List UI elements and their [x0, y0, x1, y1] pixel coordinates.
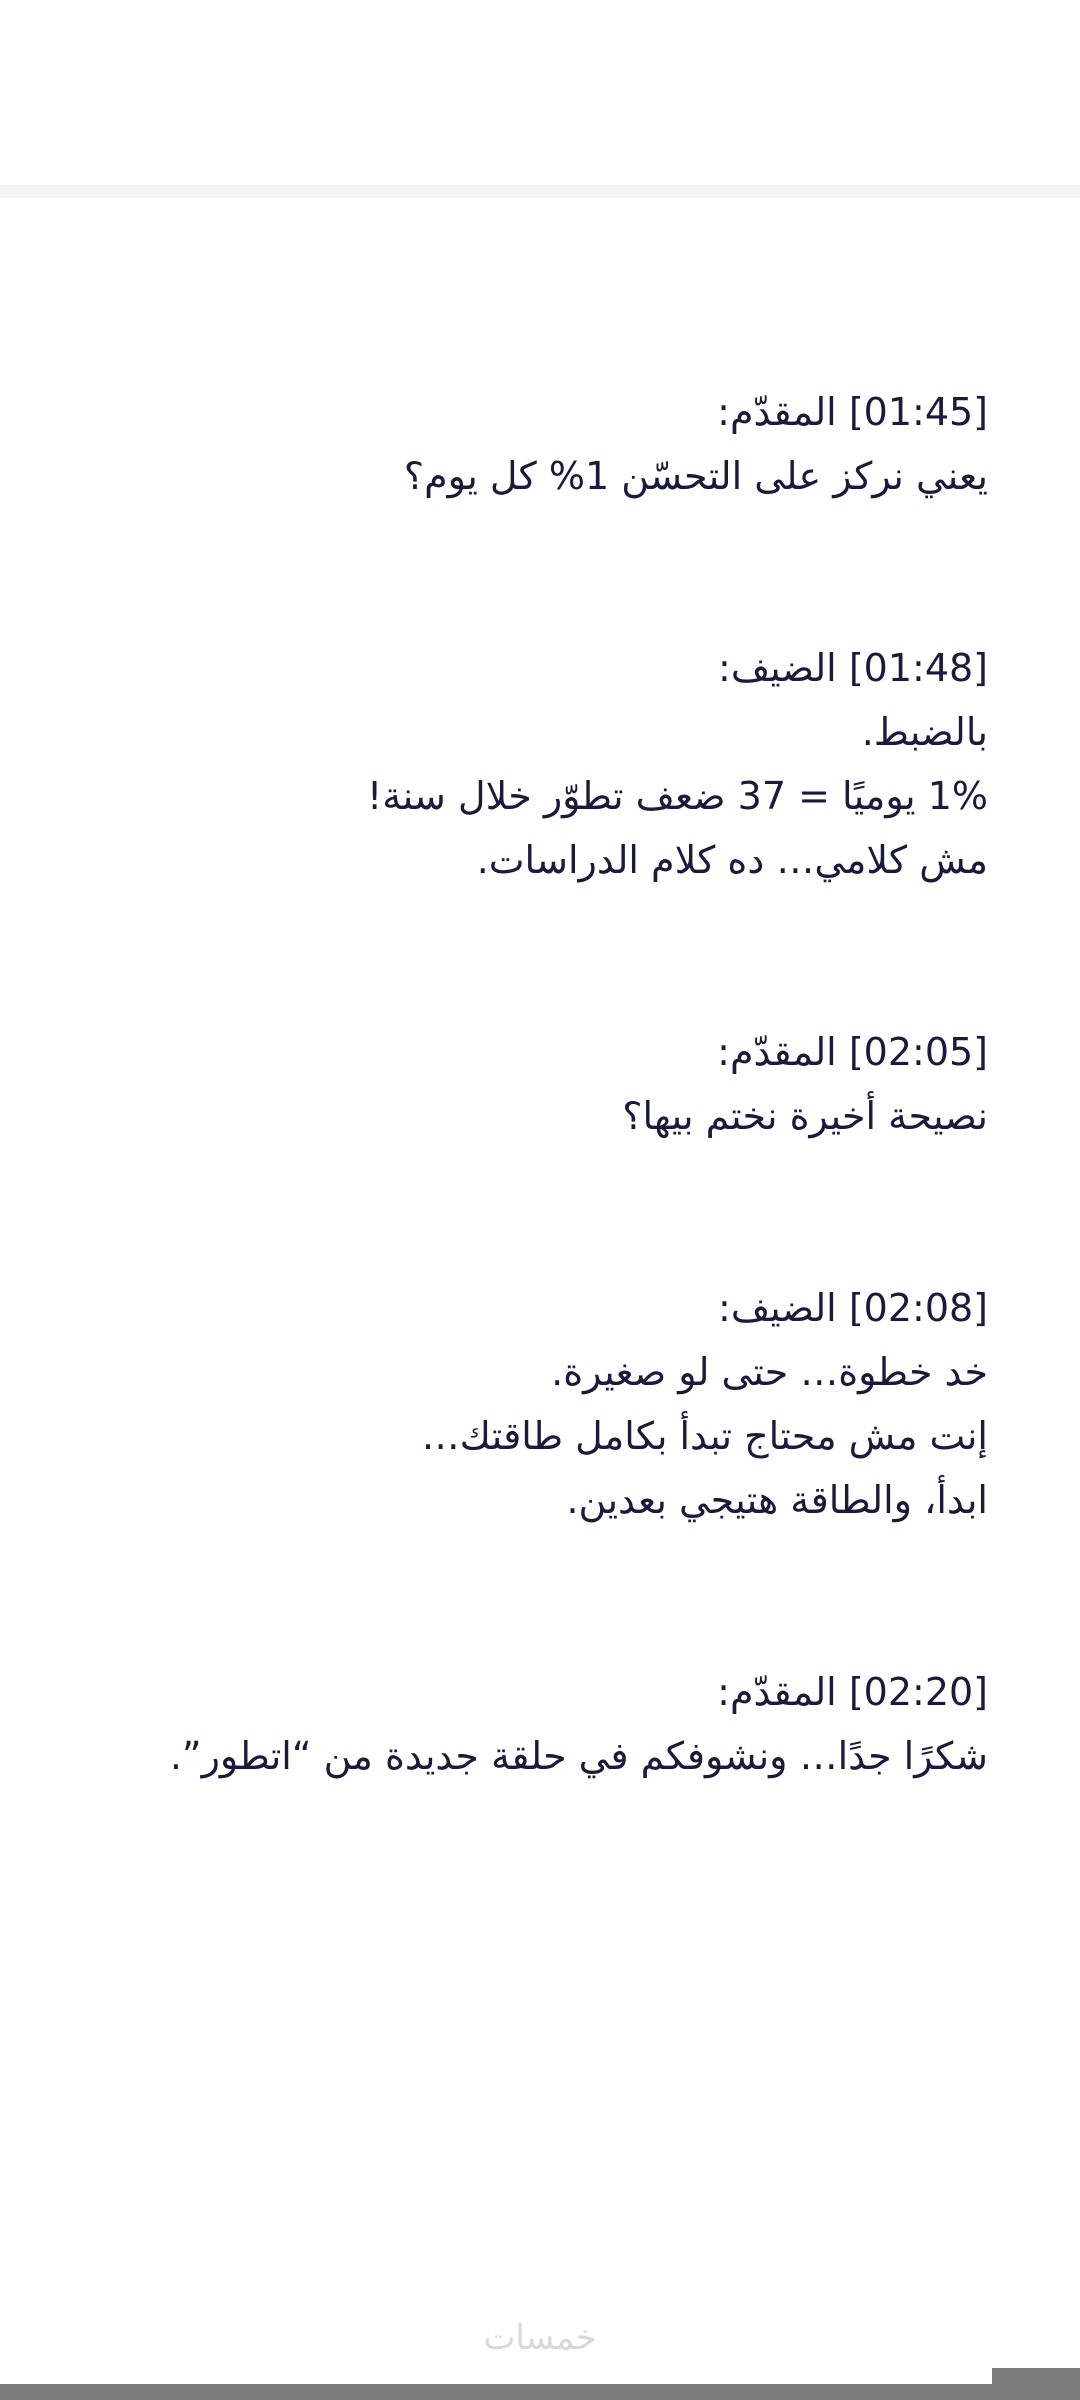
watermark-logo: خمسات — [483, 2318, 597, 2358]
speech-line: نصيحة أخيرة نختم بيها؟ — [622, 1094, 988, 1138]
speech-line: يعني نركز على التحسّن 1% كل يوم؟ — [403, 454, 988, 498]
speech-line: شكرًا جدًا… ونشوفكم في حلقة جديدة من “اتطور”. — [169, 1734, 988, 1778]
transcript-entry — [88, 1276, 988, 1532]
speaker-header: [02:20] المقدّم: — [717, 1670, 988, 1714]
transcript-entry — [88, 1020, 988, 1148]
speech-line: 1% يوميًا = 37 ضعف تطوّر خلال سنة! — [366, 774, 988, 818]
speech-line: مش كلامي… ده كلام الدراسات. — [476, 838, 988, 882]
speaker-header: [01:45] المقدّم: — [717, 390, 988, 434]
transcript-entry — [88, 380, 988, 508]
speaker-header: [01:48] الضيف: — [718, 646, 988, 690]
transcript-entry — [88, 636, 988, 892]
transcript-entry — [88, 1660, 988, 1788]
top-blank-area — [0, 0, 1080, 185]
horizontal-scrollbar[interactable] — [0, 2384, 1080, 2400]
speaker-header: [02:05] المقدّم: — [717, 1030, 988, 1074]
speech-line: إنت مش محتاج تبدأ بكامل طاقتك… — [421, 1414, 988, 1458]
scrollbar-thumb[interactable] — [992, 2368, 1080, 2400]
header-divider — [0, 185, 1080, 198]
transcript — [88, 380, 988, 1788]
speech-line: بالضبط. — [861, 710, 988, 754]
speech-line: ابدأ، والطاقة هتيجي بعدين. — [566, 1478, 988, 1522]
speaker-header: [02:08] الضيف: — [718, 1286, 988, 1330]
speech-line: خد خطوة… حتى لو صغيرة. — [551, 1350, 988, 1394]
